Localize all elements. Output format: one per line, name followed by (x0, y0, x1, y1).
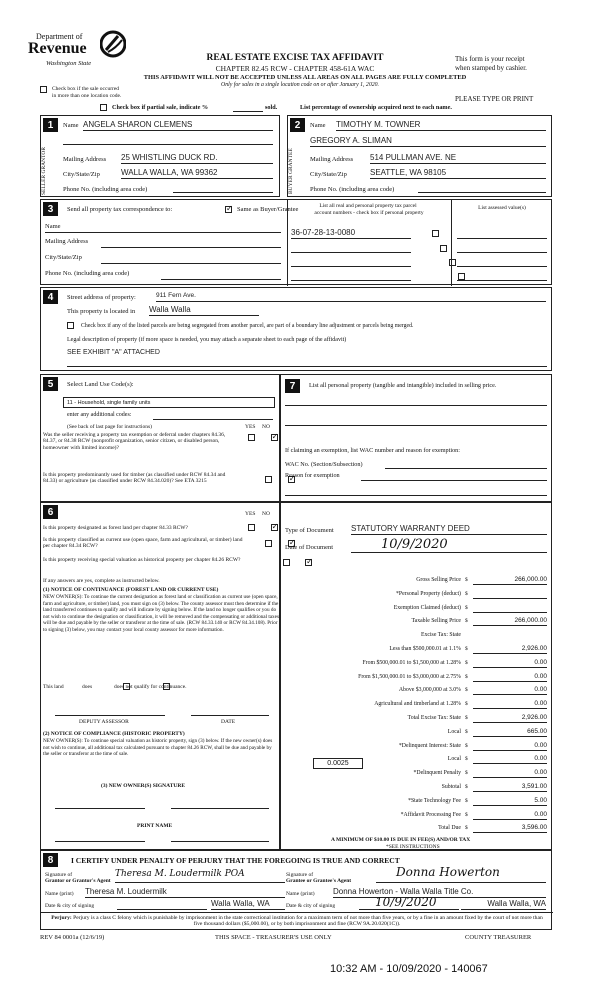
parcel-field-4[interactable] (291, 280, 411, 281)
tax-row-value[interactable]: 0.00 (473, 755, 547, 764)
tax-dollar-sign: $ (465, 687, 468, 694)
grantee-sig-label-1: Signature of (286, 872, 314, 878)
tax-row-label: Taxable Selling Price (411, 618, 461, 625)
revenue-logo-icon (100, 30, 126, 58)
doc-type-field[interactable]: STATUTORY WARRANTY DEED (351, 524, 547, 535)
corr-city-label: City/State/Zip (45, 254, 82, 261)
tax-row-value[interactable]: 665.00 (473, 728, 547, 737)
new-owner-sig-line-1[interactable] (55, 808, 145, 809)
assessed-head: List assessed value(s) (478, 205, 526, 211)
located-field[interactable]: Walla Walla (149, 305, 259, 316)
tax-calc-section (280, 502, 552, 850)
correspondence-section (40, 199, 552, 285)
tax-row-value[interactable]: 3,596.00 (473, 824, 547, 833)
seller-side-label: SELLER GRANTOR (41, 146, 47, 196)
parcel-field-1[interactable]: 36-07-28-13-0080 (291, 228, 411, 239)
parcel-personal-checkbox-4[interactable] (458, 273, 465, 280)
receipt-note-2: when stamped by cashier. (455, 64, 527, 72)
buyer-city-field[interactable]: SEATTLE, WA 98105 (370, 168, 546, 179)
parcel-head-2: account numbers - check box if personal property (314, 210, 424, 216)
form-note: Only for sales in a single location code on or after January 1, 2020. (221, 82, 379, 88)
print-name-line-1[interactable] (55, 841, 145, 842)
grantee-name-label: Name (print) (286, 891, 315, 897)
tax-row-value[interactable]: 0.00 (473, 673, 547, 682)
treasurer-only: THIS SPACE - TREASURER'S USE ONLY (215, 934, 332, 941)
buyer-side-label: BUYER GRANTEE (288, 148, 294, 194)
tax-row-label: Exemption Claimed (deduct) (393, 604, 461, 611)
perjury-divider (41, 912, 553, 913)
assessed-field-1[interactable] (457, 238, 547, 239)
section-number: 8 (43, 853, 58, 867)
tax-dollar-sign: $ (465, 701, 468, 708)
compliance-body: NEW OWNER(S): To continue special valuation as historic property, sign (3) below. If the new owner(s) does not wish to continue, all additional tax calculated pursuant to chapter 84.26 RCW, shall be due and payable by the seller or transferor at the time of sale. (43, 738, 273, 758)
tax-row-value[interactable]: 0.00 (473, 686, 547, 695)
seller-city-label: City/State/Zip (63, 171, 100, 178)
segregate-checkbox[interactable] (67, 322, 74, 329)
timber-question: Is this property predominantly used for timber (as classified under RCW 84.34 and 84.33) or agriculture (as classified under RCW 84.34.020)? See ETA 3215 (43, 472, 226, 485)
parcel-personal-checkbox-3[interactable] (449, 259, 456, 266)
corr-city-field[interactable] (101, 263, 281, 264)
corr-name-label: Name (45, 223, 61, 230)
tax-row-value[interactable]: 0.00 (473, 811, 547, 820)
yes-head: YES (245, 511, 256, 517)
tax-dollar-sign: $ (465, 811, 468, 818)
current-use-question: Is this property classified as current use (open space, farm and agricultural, or timber) land per chapter 84.34 RCW? (43, 537, 243, 550)
buyer-section (287, 115, 552, 197)
seller-city-field[interactable]: WALLA WALLA, WA 99362 (121, 168, 273, 179)
grantee-date-field[interactable]: 10/9/2020 (359, 895, 459, 910)
certify-statement: I CERTIFY UNDER PENALTY OF PERJURY THAT THE FOREGOING IS TRUE AND CORRECT (71, 856, 400, 865)
deputy-assessor-label: DEPUTY ASSESSOR (79, 719, 129, 725)
grantor-date-field[interactable] (117, 899, 207, 910)
tax-row-label: From $1,500,000.01 to $3,000,000 at 2.75% (358, 673, 461, 680)
tax-row-label: Excise Tax: State (420, 632, 461, 639)
tax-row-value[interactable]: 0.00 (473, 769, 547, 778)
form-subtitle: CHAPTER 82.45 RCW - CHAPTER 458-61A WAC (215, 64, 375, 73)
continuance-body: NEW OWNER(S): To continue the current designation as forest land or classification as current use (open space, farm and agriculture, or timber) land, you must sign on (3) below. The county assessor must then determine if the land transferred continues to qualify and will indicate by signing below. If the land no longer qualifies or you do not wish to continue the designation or classification, it will be removed and the compensating or additional taxes will be due and payable by the seller or transferor at the time of sale. (RCW 84.33.140 or RCW 84.34.108). Prior to signing (3) below, you may contact your local county assessor for more information. (43, 594, 279, 633)
perjury-label: Perjury: (51, 915, 72, 921)
corr-mail-field[interactable] (101, 247, 281, 248)
receipt-note-1: This form is your receipt (455, 55, 525, 63)
tax-row-label: Local (447, 756, 461, 763)
buyer-phone-label: Phone No. (including area code) (310, 186, 395, 193)
personal-property-line-1[interactable] (285, 405, 547, 406)
corr-phone-label: Phone No. (including area code) (45, 270, 130, 277)
parcel-personal-checkbox-1[interactable] (432, 230, 439, 237)
tax-dollar-sign: $ (465, 742, 468, 749)
new-owner-signature-label: (3) NEW OWNER(S) SIGNATURE (101, 783, 185, 789)
tax-dollar-sign: $ (465, 590, 468, 597)
segregate-label: Check box if any of the listed parcels are being segregated from another parcel, are part of a boundary line adjustment or parcels being merged. (81, 323, 414, 329)
historic-question: Is this property receiving special valuation as historical property per chapter 84.26 RCW? (43, 557, 241, 563)
additional-codes-label: enter any additional codes: (67, 412, 132, 418)
section-number: 4 (43, 290, 58, 304)
tax-row-value[interactable]: 0.00 (473, 742, 547, 751)
perjury-text (47, 915, 547, 928)
dor-logo (28, 30, 138, 72)
tax-row-label: *Personal Property (deduct) (395, 590, 461, 597)
see-back-note: (See back of last page for instructions) (67, 424, 152, 430)
tax-dollar-sign: $ (465, 797, 468, 804)
tax-dollar-sign: $ (465, 659, 468, 666)
forest-land-section (40, 502, 280, 850)
same-as-buyer-label: Same as Buyer/Grantee (237, 206, 299, 213)
grantor-sig-label-2: Grantor or Grantor's Agent (45, 878, 111, 884)
corr-phone-field[interactable] (161, 279, 281, 280)
grantee-sig-label-2: Grantee or Grantee's Agent (286, 878, 352, 884)
no-head: NO (262, 511, 270, 517)
tax-row-value[interactable]: 2,926.00 (473, 645, 547, 654)
tax-row-value[interactable] (473, 604, 547, 613)
personal-property-section (280, 374, 552, 502)
assessor-date-label: DATE (221, 719, 236, 725)
continuance-title: (1) NOTICE OF CONTINUANCE (FOREST LAND OR CURRENT USE) (43, 587, 219, 593)
reason-line-2[interactable] (285, 495, 547, 496)
forest-yes-checkbox[interactable] (248, 524, 255, 531)
recording-stamp: 10:32 AM - 10/09/2020 - 140067 (330, 963, 488, 975)
print-name-label: PRINT NAME (137, 823, 173, 829)
tax-row-label: Above $3,000,000 at 3.0% (398, 687, 461, 694)
grantor-date-label: Date & city of signing (45, 903, 95, 909)
no-head: NO (262, 424, 270, 430)
tax-dollar-sign: $ (465, 784, 468, 790)
tax-row-label: Less than $500,000.01 at 1.1% (389, 646, 461, 652)
street-field[interactable]: 911 Fern Ave. (156, 292, 546, 302)
tax-row-label: *Affidavit Processing Fee (400, 811, 461, 818)
local-rate-field[interactable]: 0.0025 (313, 758, 363, 769)
corr-name-field[interactable] (45, 232, 281, 233)
seller-phone-label: Phone No. (including area code) (63, 186, 148, 193)
seller-name-label: Name (63, 122, 79, 129)
correspondence-label: Send all property tax correspondence to: (67, 206, 173, 213)
land-use-select[interactable]: 11 - Household, single family units (63, 397, 275, 408)
land-use-section (40, 374, 280, 502)
assessed-field-2[interactable] (457, 252, 547, 253)
tax-dollar-sign: $ (465, 604, 468, 611)
does-label: does (82, 684, 93, 690)
dept-line3: Washington State (46, 60, 92, 67)
does-not-label: does not qualify for continuance. (114, 684, 187, 690)
tax-dollar-sign: $ (465, 715, 468, 721)
street-label: Street address of property: (67, 294, 136, 301)
grantee-signature-field[interactable]: Donna Howerton (376, 865, 546, 883)
personal-property-line-2[interactable] (285, 425, 547, 426)
partial-sale-check[interactable] (100, 104, 107, 113)
exemption-yes-checkbox[interactable] (248, 434, 255, 441)
seller-phone-field[interactable] (173, 192, 273, 193)
tax-row-label: *Delinquent Penalty (413, 770, 461, 777)
seller-name-line2[interactable] (63, 144, 273, 145)
section-number: 1 (43, 118, 58, 132)
grantor-signature-field[interactable]: Theresa M. Loudermilk POA (115, 869, 285, 883)
tax-row-value[interactable]: 2,926.00 (473, 714, 547, 723)
grantor-city-field[interactable]: Walla Walla, WA (211, 899, 285, 910)
dept-line1: Department of (36, 32, 83, 41)
multi-location-text-1: Check box if the sale occurred (52, 86, 120, 92)
grantor-name-field[interactable]: Theresa M. Loudermilk (85, 887, 285, 898)
exemption-no-checkbox[interactable] (271, 434, 278, 441)
type-print-note: PLEASE TYPE OR PRINT (455, 95, 534, 103)
tax-row-label: *State Technology Fee (408, 797, 461, 804)
additional-codes-field[interactable] (153, 419, 273, 420)
tax-row-label: From $500,000.01 to $1,500,000 at 1.28% (362, 659, 461, 666)
buyer-mail-label: Mailing Address (310, 156, 354, 163)
grantee-date-label: Date & city of signing (286, 903, 336, 909)
partial-sale-field[interactable] (233, 111, 263, 112)
form-revision: REV 84 0001a (12/6/19) (40, 934, 105, 941)
grantee-city-field[interactable]: Walla Walla, WA (461, 899, 546, 910)
tax-dollar-sign: $ (465, 673, 468, 680)
tax-row-label: Total Due (438, 825, 461, 832)
form-warning: THIS AFFIDAVIT WILL NOT BE ACCEPTED UNLESS ALL AREAS ON ALL PAGES ARE FULLY COMPLETED (143, 74, 467, 81)
yes-head: YES (245, 424, 256, 430)
perjury-body: Perjury is a class C felony which is punishable by imprisonment in the state correctional institution for a maximum term of not more than five years, or by a fine in an amount fixed by the court of not more than five thousand dollars ($5,000.00), or by both imprisonment and fine (RCW 9A.20.020(1C)). (73, 915, 543, 928)
sold-label: sold. (265, 104, 278, 111)
ownership-note: List percentage of ownership acquired next to each name. (300, 104, 452, 111)
deputy-assessor-line[interactable] (55, 715, 165, 716)
section-number: 5 (43, 377, 58, 391)
grantor-name-label: Name (print) (45, 891, 74, 897)
doc-date-label: Date of Document (285, 544, 334, 551)
legal-line (67, 366, 547, 367)
if-any-yes: If any answers are yes, complete as instructed below. (43, 578, 160, 584)
doc-date-field[interactable]: 10/9/2020 (351, 537, 547, 553)
assessed-divider (451, 200, 452, 286)
tax-dollar-sign: $ (465, 770, 468, 777)
buyer-name-label: Name (310, 122, 326, 129)
tax-dollar-sign: $ (465, 756, 468, 763)
exemption-claim-label: If claiming an exemption, list WAC number and reason for exemption: (285, 447, 460, 454)
seller-section (40, 115, 280, 197)
multi-location-checkbox[interactable] (40, 86, 47, 93)
buyer-name2-field[interactable]: GREGORY A. SLIMAN (310, 136, 546, 147)
assessed-field-4[interactable] (457, 280, 547, 281)
corr-mail-label: Mailing Address (45, 238, 89, 245)
tax-dollar-sign: $ (465, 825, 468, 832)
reason-field[interactable] (361, 480, 547, 481)
multi-location-check[interactable] (40, 86, 47, 95)
compliance-title: (2) NOTICE OF COMPLIANCE (HISTORIC PROPERTY) (43, 731, 185, 737)
parcel-personal-checkbox-2[interactable] (440, 245, 447, 252)
grantee-name-field[interactable]: Donna Howerton - Walla Walla Title Co. (333, 887, 546, 898)
land-use-label: Select Land Use Code(s): (67, 381, 134, 388)
seller-mail-label: Mailing Address (63, 156, 107, 163)
tax-dollar-sign: $ (465, 728, 468, 735)
see-instructions-note: *SEE INSTRUCTIONS (386, 844, 440, 850)
tax-dollar-sign: $ (465, 618, 468, 625)
tax-row-value[interactable]: 0.00 (473, 659, 547, 668)
tax-row-value[interactable]: 3,591.00 (473, 783, 547, 792)
form-title: REAL ESTATE EXCISE TAX AFFIDAVIT (206, 53, 384, 63)
forest-question: Is this property designated as forest land per chapter 84.33 RCW? (43, 525, 188, 531)
doc-type-label: Type of Document (285, 527, 334, 534)
seller-name-field[interactable]: ANGELA SHARON CLEMENS (83, 120, 273, 131)
tax-row-value[interactable]: 5.00 (473, 797, 547, 806)
dept-line2: Revenue (28, 40, 87, 57)
wac-label: WAC No. (Section/Subsection) (285, 461, 363, 468)
assessed-field-3[interactable] (457, 266, 547, 267)
tax-row-label: Gross Selling Price (416, 577, 461, 583)
tax-row-value[interactable] (473, 590, 547, 599)
minimum-note: A MINIMUM OF $10.00 IS DUE IN FEE(S) AND/OR TAX (331, 837, 471, 843)
forest-no-checkbox[interactable] (271, 524, 278, 531)
tax-dollar-sign: $ (465, 646, 468, 652)
section-number: 7 (285, 379, 300, 393)
located-label: This property is located in (67, 308, 136, 315)
print-name-line-2[interactable] (171, 841, 269, 842)
grantor-sig-label-1: Signature of (45, 872, 73, 878)
certification-section (40, 850, 552, 930)
multi-location-text-2: in more than one location code. (52, 93, 122, 99)
reason-label: Reason for exemption (285, 472, 340, 479)
buyer-mail-field[interactable]: 514 PULLMAN AVE. NE (370, 153, 546, 164)
tax-row-value[interactable]: 266,000.00 (473, 617, 547, 626)
new-owner-sig-line-2[interactable] (171, 808, 269, 809)
same-as-buyer-checkbox[interactable] (225, 206, 232, 213)
legal-label: Legal description of property (if more space is needed, you may attach a separate sheet to each page of the affidavit) (67, 337, 347, 343)
exemption-question: Was the seller receiving a property tax exemption or deferral under chapters 84.36, 84.37, or 84.38 RCW (nonprofit organization, senior citizen, or disabled person, homeowner with limited income)? (43, 432, 226, 451)
seller-mail-field[interactable]: 25 WHISTLING DUCK RD. (121, 153, 273, 164)
tax-row-label: Local (447, 728, 461, 735)
section-number: 3 (43, 202, 58, 216)
timber-yes-checkbox[interactable] (265, 476, 272, 483)
parcel-field-2[interactable] (291, 252, 411, 253)
property-section (40, 287, 552, 371)
tax-row-value[interactable]: 0.00 (473, 700, 547, 709)
section-number: 2 (290, 118, 305, 132)
wac-field[interactable] (385, 468, 547, 469)
buyer-city-label: City/State/Zip (310, 171, 347, 178)
parcel-head-1: List all real and personal property tax parcel (319, 203, 417, 209)
buyer-phone-field[interactable] (418, 192, 546, 193)
partial-sale-label: Check box if partial sale, indicate % (112, 104, 209, 111)
personal-property-label: List all personal property (tangible and intangible) included in selling price. (309, 382, 497, 389)
tax-row-value[interactable]: 266,000.00 (473, 576, 547, 585)
current-use-yes-checkbox[interactable] (265, 540, 272, 547)
legal-field[interactable]: SEE EXHIBIT "A" ATTACHED (67, 349, 160, 356)
tax-row-label: *Delinquent Interest: State (398, 742, 461, 749)
parcel-divider (287, 200, 288, 286)
tax-row-label: Agricultural and timberland at 1.28% (374, 701, 461, 708)
this-land-label: This land (43, 684, 64, 690)
parcel-field-3[interactable] (291, 266, 411, 267)
section-number: 6 (43, 505, 58, 519)
buyer-name-field[interactable]: TIMOTHY M. TOWNER (336, 120, 546, 131)
tax-row-label: Total Excise Tax: State (407, 715, 461, 721)
assessor-date-line[interactable] (191, 715, 269, 716)
county-treasurer: COUNTY TREASURER (465, 934, 532, 941)
tax-dollar-sign: $ (465, 577, 468, 583)
partial-sale-checkbox[interactable] (100, 104, 107, 111)
tax-row-label: Subtotal (441, 784, 461, 790)
